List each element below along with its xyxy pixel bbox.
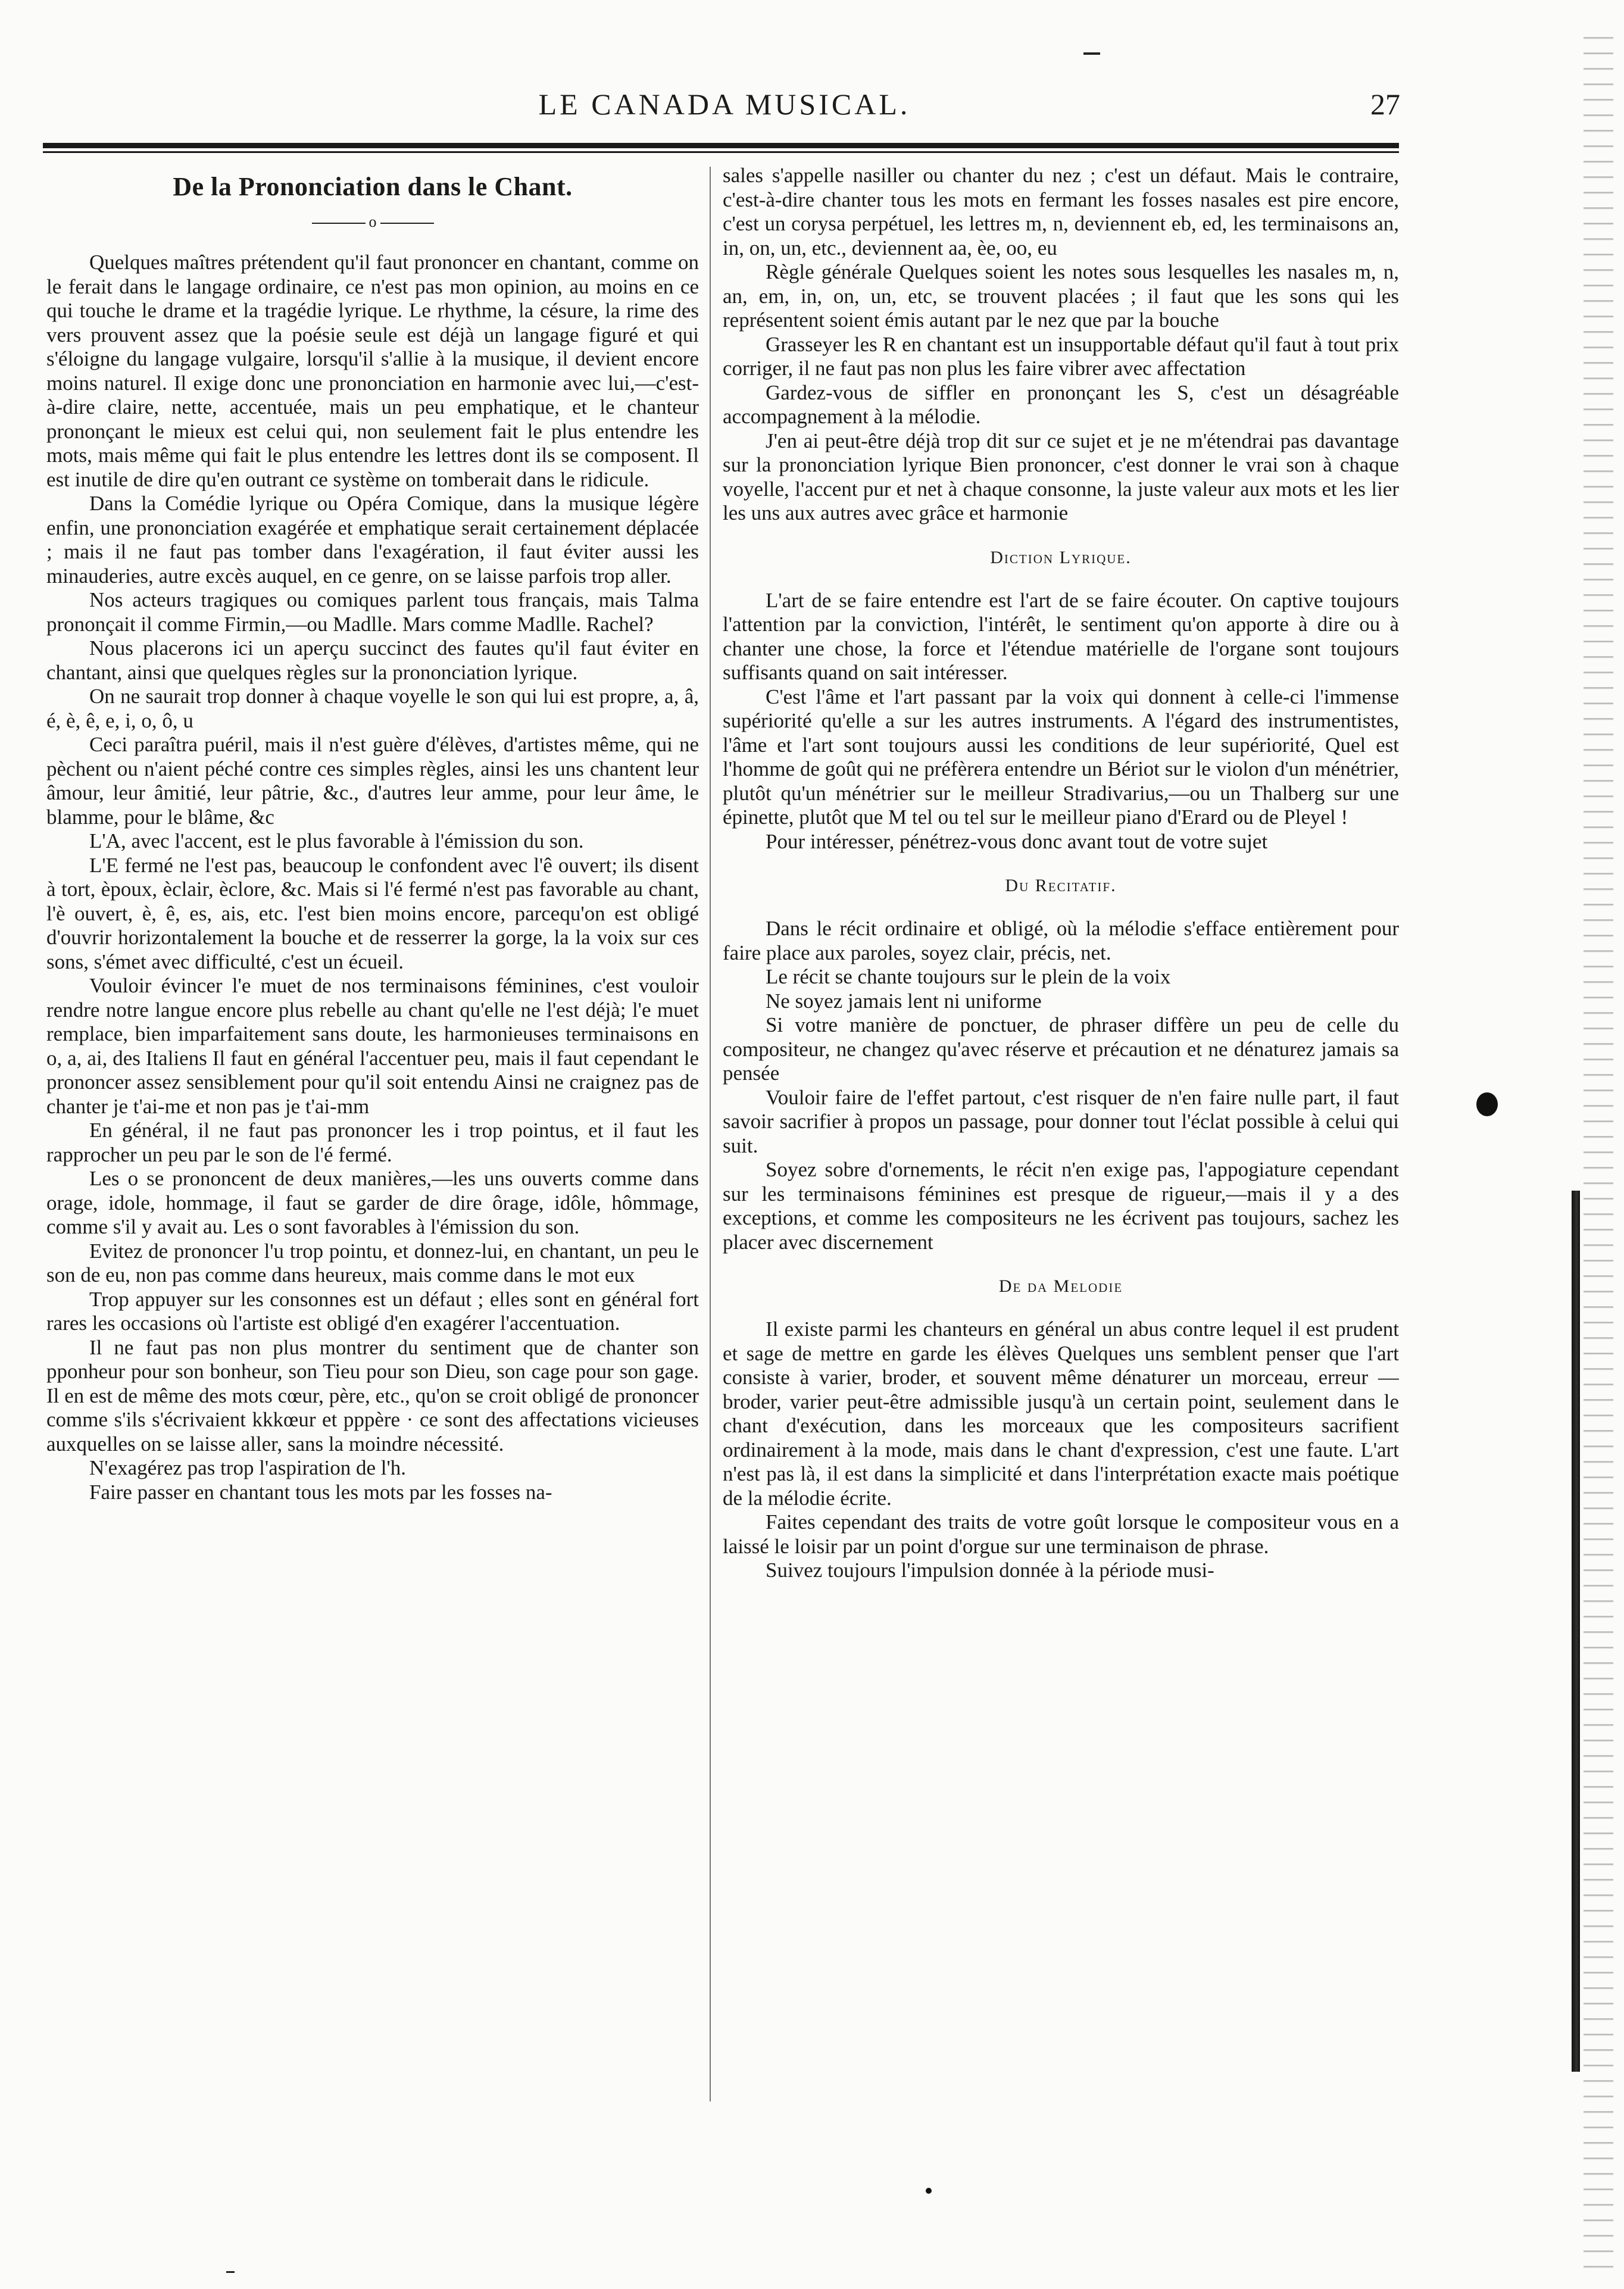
left-column xyxy=(46,164,699,2039)
paragraph: Nous placerons ici un aperçu succinct des fautes qu'il faut éviter en chantant, ainsi que quelques règles sur la prononciation lyrique. xyxy=(46,636,699,684)
ink-speck xyxy=(226,2271,235,2273)
column-divider xyxy=(710,167,711,2101)
paragraph: Grasseyer les R en chantant est un insupportable défaut qu'il faut à tout prix corriger, il ne faut pas non plus les faire vibrer avec affectation xyxy=(723,332,1399,380)
paragraph: Gardez-vous de siffler en prononçant les S, c'est un désagréable accompagnement à la mélodie. xyxy=(723,380,1399,428)
header-rule-thick xyxy=(43,143,1399,148)
paragraph: N'exagérez pas trop l'aspiration de l'h. xyxy=(89,1456,407,1479)
binding-edge xyxy=(1584,24,1613,2280)
article-title: De la Prononciation dans le Chant. xyxy=(173,172,573,201)
page-header xyxy=(43,83,1406,131)
section-heading-recitatif: Du Recitatif. xyxy=(1005,876,1117,895)
paragraph: Pour intéresser, pénétrez-vous donc avant tout de votre sujet xyxy=(766,829,1268,853)
paragraph: Le récit se chante toujours sur le plein de la voix xyxy=(766,965,1171,988)
ink-speck xyxy=(1083,52,1100,55)
ink-speck xyxy=(926,2188,932,2194)
ornament-mark: o xyxy=(368,213,377,230)
scan-edge-mark xyxy=(1572,1191,1580,2072)
journal-title: LE CANADA MUSICAL. xyxy=(538,88,911,121)
paragraph: Vouloir évincer l'e muet de nos terminaisons féminines, c'est vouloir rendre notre langue encore plus rebelle au chant qu'elle ne l'est déjà; l'e muet remplace, bien imparfaitement sans doute, les harmonieuses terminaisons en o, a, ai, des Italiens Il faut en général l'accentuer peu, mais il faut cependant le prononcer assez sensiblement pour qu'il soit entendu Ainsi ne craignez pas de chanter je t'ai-me et non pas je t'ai-mm xyxy=(46,974,699,1118)
paragraph: Il existe parmi les chanteurs en général un abus contre lequel il est prudent et sage de mettre en garde les élèves Quelques uns semblent penser que l'art consiste à varier, broder, et souvent même dénaturer un morceau, erreur —broder, varier peut-être admissible jusqu'à un certain point, seulement dans le chant d'exécution, dans les morceaux que les compositeurs sacrifient ordinairement à la mode, mais dans le chant d'expression, c'est une faute. L'art n'est pas là, il est dans la simplicité et dans l'interprétation exacte mais poétique de la mélodie écrite. xyxy=(723,1317,1399,1510)
paragraph: Trop appuyer sur les consonnes est un défaut ; elles sont en général fort rares les occasions où l'artiste est obligé d'en exagérer l'accentuation. xyxy=(46,1287,699,1335)
paragraph: L'E fermé ne l'est pas, beaucoup le confondent avec l'ê ouvert; ils disent à tort, èpoux, èclair, èclore, &c. Mais si l'é fermé n'est pas favorable au chant, l'è ouvert, è, ê, es, ais, etc. l'est bien moins encore, parcequ'on est obligé d'ouvrir horizontalement la bouche et de resserrer la gorge, la la voix sur ces sons, s'émet avec difficulté, c'est un écueil. xyxy=(46,853,699,973)
ornament-dash-left xyxy=(312,223,366,224)
paragraph: En général, il ne faut pas prononcer les i trop pointus, et il faut les rapprocher un peu par le son de l'é fermé. xyxy=(46,1119,699,1166)
paragraph: Règle générale Quelques soient les notes sous lesquelles les nasales m, n, an, em, in, on, un, etc, se trouvent placées ; il faut que les sons qui les représentent soient émis autant par le nez que par la bouche xyxy=(723,260,1399,332)
paragraph: Vouloir faire de l'effet partout, c'est risquer de n'en faire nulle part, il faut savoir sacrifier à propos un passage, pour donner tout l'éclat possible à celui qui suit. xyxy=(723,1085,1399,1157)
paragraph: Nos acteurs tragiques ou comiques parlent tous français, mais Talma prononçait il comme Firmin,—ou Madlle. Mars comme Madlle. Rachel? xyxy=(46,588,699,636)
paragraph: J'en ai peut-être déjà trop dit sur ce sujet et je ne m'étendrai pas davantage sur la prononciation lyrique Bien prononcer, c'est donner le vrai son à chaque voyelle, l'accent pur et net à chaque consonne, la juste valeur aux mots et les lier les uns aux autres avec grâce et harmonie xyxy=(723,429,1399,524)
paragraph: sales s'appelle nasiller ou chanter du nez ; c'est un défaut. Mais le contraire, c'est-à-dire chanter tous les mots en fermant les fosses nasales est pire encore, c'est un corysa perpétuel, les lettres m, n, deviennent eb, ed, les terminaisons an, in, on, un, etc., deviennent aa, èe, oo, eu xyxy=(723,164,1399,260)
paragraph: On ne saurait trop donner à chaque voyelle le son qui lui est propre, a, â, é, è, ê, e, i, o, ô, u xyxy=(46,685,699,732)
paragraph: Suivez toujours l'impulsion donnée à la période musi- xyxy=(766,1559,1214,1582)
paragraph: L'A, avec l'accent, est le plus favorable à l'émission du son. xyxy=(89,829,584,852)
paragraph: Dans le récit ordinaire et obligé, où la mélodie s'efface entièrement pour faire place aux paroles, soyez clair, précis, net. xyxy=(723,917,1399,964)
paragraph: Les o se prononcent de deux manières,—les uns ouverts comme dans orage, idole, hommage, il faut se garder de dire ôrage, idôle, hômmage, comme s'il y avait au. Les o sont favorables à l'émission du son. xyxy=(46,1167,699,1238)
page-number: 27 xyxy=(1370,88,1400,121)
paragraph: Ne soyez jamais lent ni uniforme xyxy=(766,989,1042,1013)
right-column xyxy=(723,164,1399,2039)
paragraph: Soyez sobre d'ornements, le récit n'en exige pas, l'appogiature cependant sur les terminaisons féminines est presque de rigueur,—mais il y a des exceptions, et comme les compositeurs ne les écrivent pas toujours, sachez les placer avec discernement xyxy=(723,1158,1399,1254)
paragraph: Faites cependant des traits de votre goût lorsque le compositeur vous en a laissé le loisir par un point d'orgue sur une terminaison de phrase. xyxy=(723,1510,1399,1558)
ornament-dash-right xyxy=(380,223,434,224)
paragraph: L'art de se faire entendre est l'art de se faire écouter. On captive toujours l'attention par la conviction, l'intérêt, le sentiment qu'on apporte à dire ou à chanter une chose, la force et l'étendue matérielle de l'organe sont toujours suffisants quand on sait intéresser. xyxy=(723,588,1399,684)
header-rule-thin xyxy=(43,151,1399,153)
section-heading-melodie: De da Melodie xyxy=(998,1276,1123,1296)
ink-blot xyxy=(1476,1092,1498,1116)
title-ornament xyxy=(46,211,699,233)
paragraph: Evitez de prononcer l'u trop pointu, et donnez-lui, en chantant, un peu le son de eu, non pas comme dans heureux, mais comme dans le mot eux xyxy=(46,1239,699,1286)
paragraph: Faire passer en chantant tous les mots par les fosses na- xyxy=(89,1480,552,1504)
paragraph: Ceci paraîtra puéril, mais il n'est guère d'élèves, d'artistes même, qui ne pèchent ou n'aient péché contre ces simples règles, ainsi les uns chantent leur âmour, leur âmitié, leur pâtrie, &c., d'autres leur amme, pour leur âme, le blamme, pour le blâme, &c xyxy=(46,733,699,829)
section-heading-diction: Diction Lyrique. xyxy=(990,547,1132,567)
paragraph: Il ne faut pas non plus montrer du sentiment que de chanter son pponheur pour son bonheur, son Tieu pour son Dieu, son cage pour son gage. Il en est de même des mots cœur, père, etc., qu'on se croit obligé de prononcer comme s'ils s'écrivaient kkkœur et pppère · ce sont des affectations vicieuses auxquelles on se laisse aller, sans la moindre nécessité. xyxy=(46,1335,699,1456)
paragraph: Dans la Comédie lyrique ou Opéra Comique, dans la musique légère enfin, une prononciation exagérée et emphatique serait certainement déplacée ; mais il ne faut pas tomber dans l'exagération, il faut éviter aussi les minauderies, autre excès auquel, en ce genre, on se laisse parfois trop aller. xyxy=(46,492,699,588)
paragraph: Si votre manière de ponctuer, de phraser diffère un peu de celle du compositeur, ne changez qu'avec réserve et précaution et ne dénaturez jamais sa pensée xyxy=(723,1013,1399,1085)
paragraph: C'est l'âme et l'art passant par la voix qui donnent à celle-ci l'immense supériorité qu'elle a sur les autres instruments. A l'égard des instrumentistes, l'âme et l'art sont toujours aussi les conditions de leur supériorité, Quel est l'homme de goût qui ne préfèrera entendre un Bériot sur le violon d'un ménétrier, plutôt qu'un ménétrier sur le meilleur Stradivarius,—ou un Thalberg sur une épinette, plutôt que M tel ou tel sur le meilleur piano d'Erard ou de Pleyel ! xyxy=(723,685,1399,829)
paragraph: Quelques maîtres prétendent qu'il faut prononcer en chantant, comme on le ferait dans le langage ordinaire, ce n'est pas mon opinion, au moins en ce qui touche le drame et la tragédie lyrique. Le rhythme, la césure, la rime des vers prouvent assez que la poésie seule est déjà un langage figuré et qui s'éloigne du langage vulgaire, lorsqu'il s'allie à la musique, il devient encore moins naturel. Il exige donc une prononciation en harmonie avec lui,—c'est-à-dire claire, nette, accentuée, mais un peu emphatique, et le chanteur prononçant le mieux est celui qui, non seulement fait le plus entendre les mots, mais même qui fait le plus entendre les lettres dont ils se composent. Il est inutile de dire qu'en outrant ce système on tomberait dans le ridicule. xyxy=(46,251,699,491)
